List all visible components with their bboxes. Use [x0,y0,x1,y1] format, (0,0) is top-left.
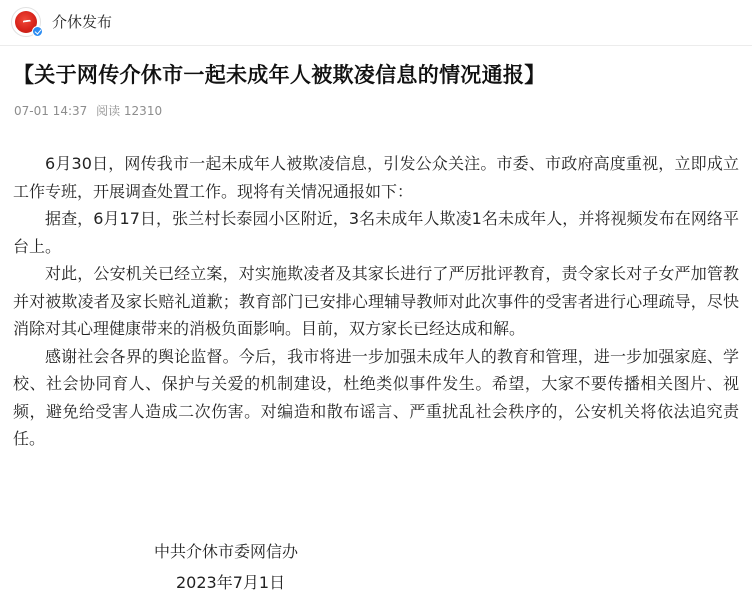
account-header [0,0,752,46]
verified-badge-icon [32,26,43,37]
paragraph-2: 据查，6月17日，张兰村长泰园小区附近，3名未成年人欺凌1名未成年人，并将视频发布在网络平台上。 [13,209,739,256]
signature-org: 中共介休市委网信办 [154,542,299,561]
publish-time: 07-01 14:37 [14,104,88,118]
paragraph-3: 对此，公安机关已经立案，对实施欺凌者及其家长进行了严厉批评教育，责令家长对子女严加管教并对被欺凌者及家长赔礼道歉；教育部门已安排心理辅导教师对此次事件的受害者进行心理疏导，尽快消除对其心理健康带来的消极负面影响。目前，双方家长已经达成和解。 [13,264,739,338]
article-title: 【关于网传介休市一起未成年人被欺凌信息的情况通报】 [13,63,546,87]
paragraph-4: 感谢社会各界的舆论监督。今后，我市将进一步加强未成年人的教育和管理，进一步加强家庭、学校、社会协同育人、保护与关爱的机制建设，杜绝类似事件发生。希望，大家不要传播相关图片、视频，避免给受害人造成二次伤害。对编造和散布谣言、严重扰乱社会秩序的，公安机关将依法追究责任。 [13,346,739,448]
signature-date: 2023年7月1日 [176,573,286,592]
read-count: 阅读 12310 [96,104,163,118]
account-name[interactable]: 介休发布 [52,13,113,31]
paragraph-1: 6月30日，网传我市一起未成年人被欺凌信息，引发公众关注。市委、市政府高度重视，立即成立工作专班，开展调查处置工作。现将有关情况通报如下： [13,154,739,201]
article-meta [14,103,167,119]
article-body [13,150,739,453]
